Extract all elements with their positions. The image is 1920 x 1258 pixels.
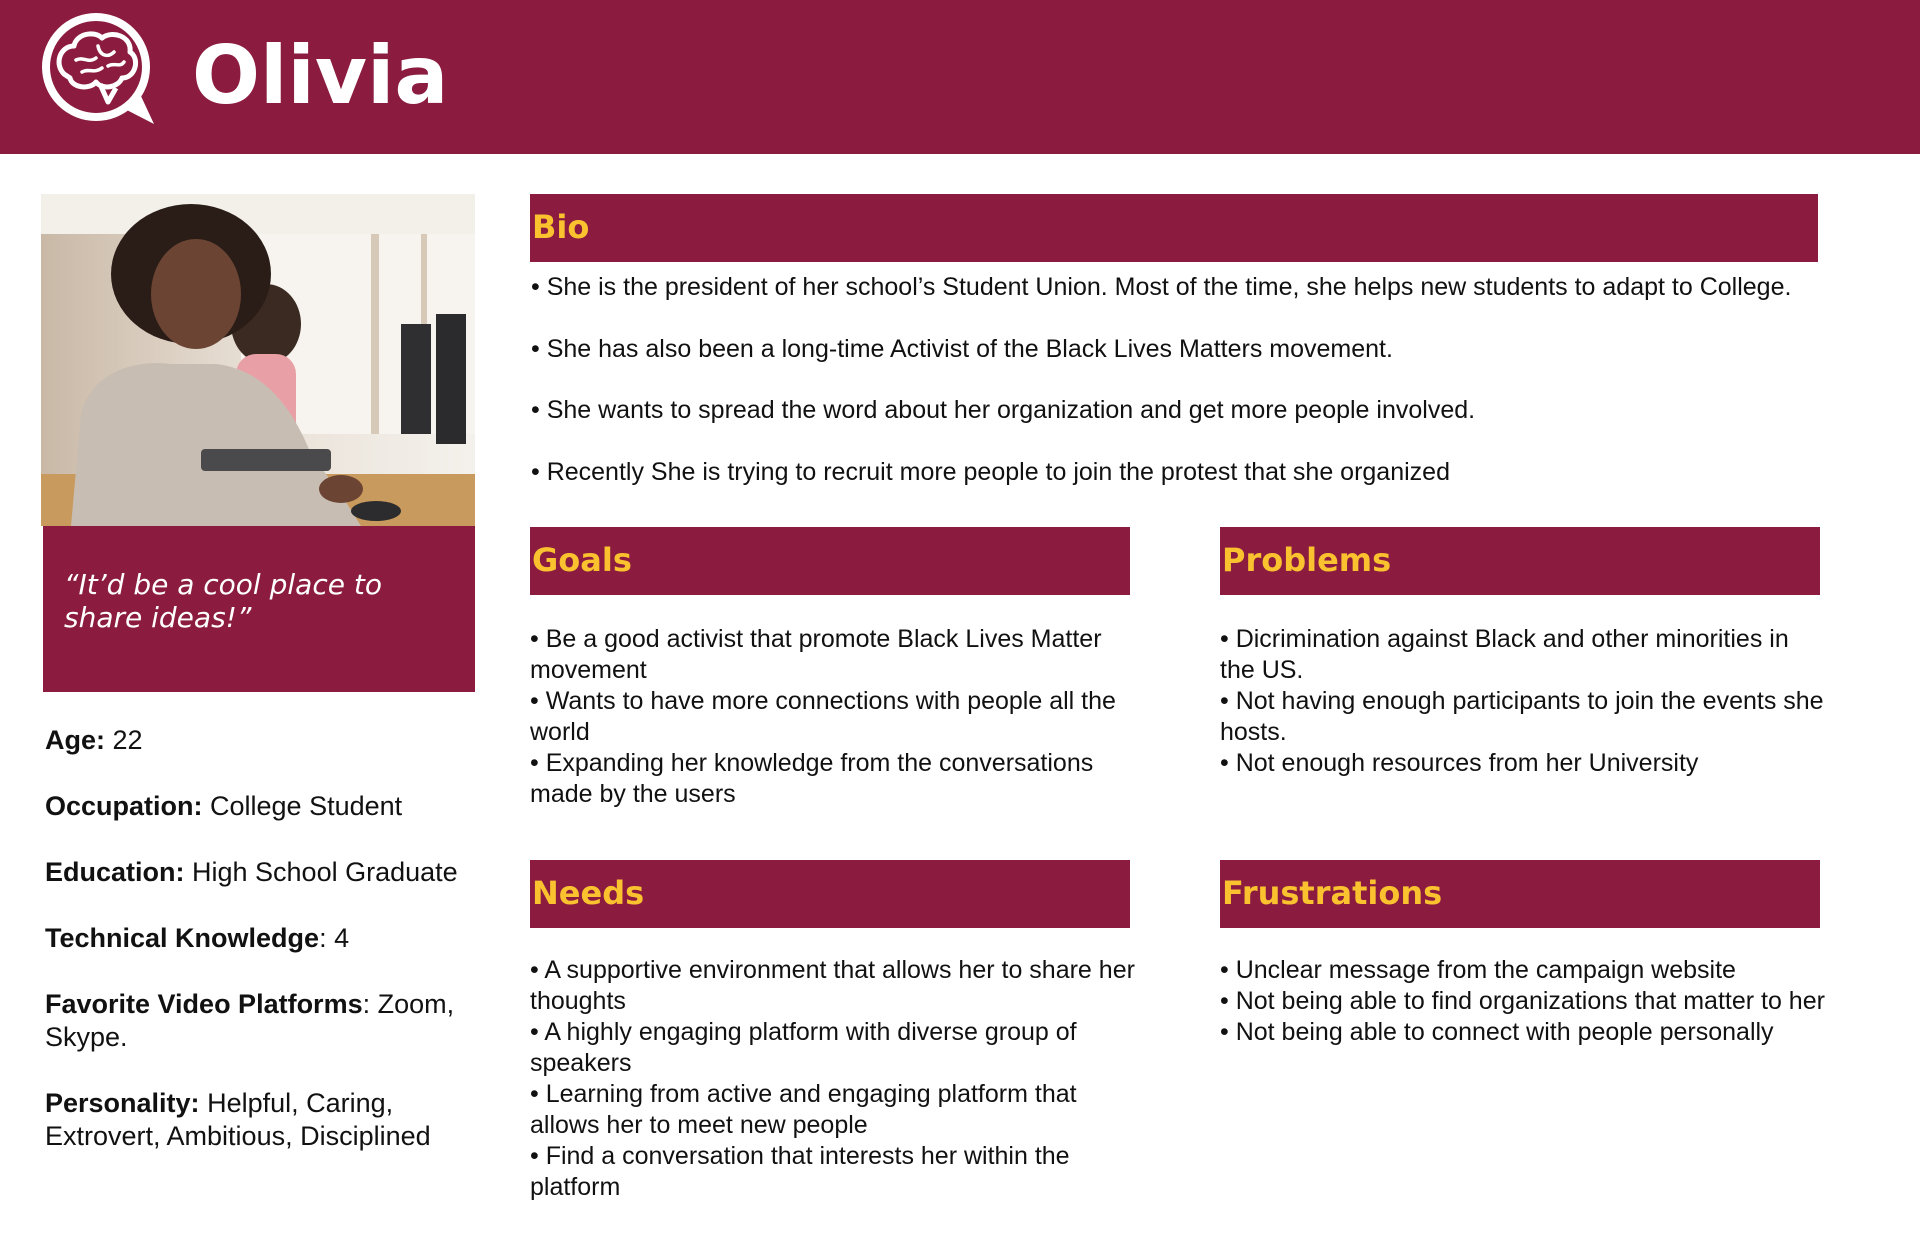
goal-item: • Wants to have more connections with people all the world bbox=[530, 687, 1116, 746]
fact-value: : Zoom, Skype. bbox=[45, 989, 455, 1052]
goal-item: • Expanding her knowledge from the conversations made by the users bbox=[530, 749, 1094, 808]
bio-header bbox=[530, 194, 1818, 262]
need-item: • Learning from active and engaging platform that allows her to meet new people bbox=[530, 1080, 1077, 1139]
bio-list bbox=[531, 268, 1901, 514]
bio-item: • She is the president of her school’s Student Union. Most of the time, she helps new students to adapt to College. bbox=[531, 273, 1792, 301]
fact-value: High School Graduate bbox=[184, 857, 458, 887]
problems-list bbox=[1220, 624, 1830, 779]
needs-title: Needs bbox=[532, 874, 645, 912]
fact-value: 22 bbox=[105, 725, 143, 755]
fact-label: Technical Knowledge bbox=[45, 923, 320, 953]
fact-personality bbox=[45, 1087, 475, 1153]
bio-item: • She wants to spread the word about her organization and get more people involved. bbox=[531, 396, 1476, 424]
frustration-item: • Not being able to connect with people personally bbox=[1220, 1018, 1774, 1046]
header-banner bbox=[0, 0, 1920, 154]
persona-facts bbox=[45, 724, 475, 1153]
frustrations-list bbox=[1220, 955, 1830, 1048]
fact-value: : 4 bbox=[319, 923, 350, 953]
problems-title: Problems bbox=[1222, 541, 1392, 579]
fact-education bbox=[45, 856, 475, 889]
fact-value: College Student bbox=[202, 791, 403, 821]
goal-item: • Be a good activist that promote Black Lives Matter movement bbox=[530, 625, 1102, 684]
bio-item: • Recently She is trying to recruit more people to join the protest that she organized bbox=[531, 457, 1450, 486]
fact-label: Personality: bbox=[45, 1088, 200, 1118]
persona-photo bbox=[41, 194, 475, 526]
persona-quote: “It’d be a cool place to share ideas!” bbox=[64, 568, 382, 634]
need-item: • Find a conversation that interests her within the platform bbox=[530, 1142, 1070, 1201]
problem-item: • Not having enough participants to join the events she hosts. bbox=[1220, 687, 1824, 746]
fact-occupation bbox=[45, 790, 475, 823]
needs-header bbox=[530, 860, 1130, 928]
problem-item: • Dicrimination against Black and other minorities in the US. bbox=[1220, 625, 1789, 684]
fact-label: Occupation: bbox=[45, 791, 203, 821]
need-item: • A supportive environment that allows her to share her thoughts bbox=[530, 956, 1135, 1015]
fact-label: Age: bbox=[45, 725, 105, 755]
fact-label: Education: bbox=[45, 857, 185, 887]
brain-logo-icon bbox=[36, 12, 166, 132]
frustration-item: • Unclear message from the campaign website bbox=[1220, 956, 1736, 984]
fact-label: Favorite Video Platforms bbox=[45, 989, 363, 1019]
frustrations-title: Frustrations bbox=[1222, 874, 1443, 912]
bio-item: • She has also been a long-time Activist of the Black Lives Matters movement. bbox=[531, 334, 1393, 363]
problems-header bbox=[1220, 527, 1820, 595]
goals-header bbox=[530, 527, 1130, 595]
persona-name: Olivia bbox=[192, 29, 449, 122]
fact-age bbox=[45, 724, 475, 757]
fact-value: Helpful, Caring, Extrovert, Ambitious, Disciplined bbox=[45, 1088, 431, 1151]
goals-list bbox=[530, 624, 1140, 810]
fact-technical-knowledge bbox=[45, 922, 475, 955]
needs-list bbox=[530, 955, 1140, 1203]
frustration-item: • Not being able to find organizations that matter to her bbox=[1220, 987, 1825, 1015]
fact-video-platforms bbox=[45, 988, 475, 1054]
frustrations-header bbox=[1220, 860, 1820, 928]
problem-item: • Not enough resources from her University bbox=[1220, 749, 1699, 777]
quote-box bbox=[43, 526, 475, 692]
bio-title: Bio bbox=[532, 208, 590, 246]
goals-title: Goals bbox=[532, 541, 632, 579]
need-item: • A highly engaging platform with diverse group of speakers bbox=[530, 1018, 1077, 1077]
